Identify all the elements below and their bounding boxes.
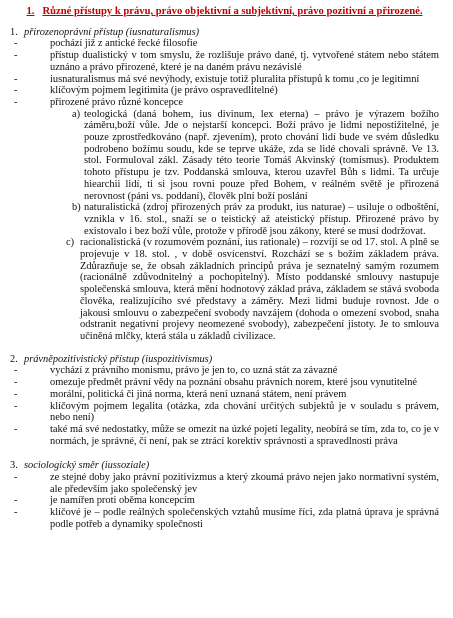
section-number: 3.: [10, 460, 18, 472]
section-legal-positivism: [10, 354, 439, 448]
list-item: - vychází z právního monismu, právo je jen to, co uzná stát za závazné: [14, 365, 439, 377]
bullet-list: [10, 365, 439, 447]
list-item: - klíčové je – podle reálných společenských vztahů musíme říci, zda platná úprava je správná podle potřeb a dynamiky společnosti: [14, 507, 439, 530]
concept-text: racionalistická (v rozumovém poznání, ius rationale) – rozvíjí se od 17. stol. A plně se projevuje v 18. stol. , v době osvícenství. Rozchází se s božím základem práva. Zdůrazňuje se, že obsah základních principů práva je seznatelný samým rozumem (racionálně zdůvodnitelný a pochopitelný). Místo poddanské smlouvy nastupuje společenská smlouva, která mění hodnotový základ práva, základem se stává svoboda člověka, realizujícího své představy a záměry. Mezi lidmi buduje rovnost. Jde o jakousi smlouvu o zabezpečení svobody navzájem (dohoda o omezení svobod, snaha odstranit negativní projevy neomezené svobody), zabezpečení jistoty. Je to smlouva učiněná mlčky, která stála u základů civilizace.: [80, 237, 439, 342]
title-number: 1.: [26, 6, 35, 17]
list-item: - také má své nedostatky, může se omezit na úzké pojetí legality, neobírá se tím, zda to, co je v normách, je správné, či není, pak se ztrácí korektiv správnosti a spravedlnosti práva: [14, 424, 439, 447]
list-item: - iusnaturalismus má své nevýhody, existuje totiž pluralita přístupů k tomu ,co je legitimní: [14, 74, 439, 86]
section-heading-text: sociologický směr (iussoziale): [24, 460, 150, 472]
list-item: - přístup dualistický v tom smyslu, že rozlišuje právo dané, tj. vytvořené státem nebo státem uznáno a právo přirozené, které je na daném právu nezávislé: [14, 50, 439, 73]
list-item: - pochází již z antické řecké filosofie: [14, 38, 439, 50]
bullet-list: [10, 38, 439, 108]
concept-letter: a): [72, 108, 81, 120]
list-item: - morální, politická či jiná norma, která není uznaná státem, není právem: [14, 389, 439, 401]
list-item: - klíčovým pojmem legalita (otázka, zda chování určitých subjektů je v souladu s právem, nebo není): [14, 401, 439, 424]
section-heading-text: přirozenoprávní přístup (iusnaturalismus): [24, 26, 200, 38]
concept-text: teologická (daná bohem, ius divinum, lex eterna) – právo je výrazem božího záměru,boží vůle. Jde o nejstarší koncepci. Boží právo je lidmi nepostižitelné, je pouze zprostředkováno (např. zjevením), proto chování lidí bude ve svém důsledku podrobeno božímu soudu, kde se teprve ukáže, zda se lidé chovali správně. Ve 13. stol. Formuloval zákl. Zásady této teorie Tomáš Akvinský (tomismus). Produktem tohoto přístupu je tzv. Poddanská smlouva, kterou uzavřel Bůh s lidmi. Ta určuje hiearchii lidí, ti si jsou rovni pouze před Bohem, v reálném světě je přirozená nerovnost (páni vs. poddaní), člověk plní boží poslání: [84, 108, 439, 202]
concept-item: [72, 109, 439, 203]
title-text: Různé přístupy k právu, právo objektivní a subjektivní, právo pozitivní a přirozené.: [42, 6, 423, 17]
section-sociological: [10, 460, 439, 530]
list-item: - omezuje předmět právní vědy na poznání obsahu právních norem, které jsou vynutitelné: [14, 377, 439, 389]
concept-item: [66, 237, 439, 342]
concept-letter: c): [66, 237, 75, 249]
section-heading: [10, 27, 439, 39]
concept-letter: b): [72, 202, 81, 214]
list-item: - ze stejné doby jako právní pozitivizmus a který zkoumá právo nejen jako normativní systém, ale především jako společenský jev: [14, 472, 439, 495]
concept-list: [10, 109, 439, 343]
section-number: 2.: [10, 353, 18, 365]
list-item: - přirozené právo různé koncepce: [14, 97, 439, 109]
document-title: [10, 6, 439, 18]
section-natural-law: [10, 27, 439, 343]
section-heading: [10, 460, 439, 472]
list-item: - je namířen proti oběma koncepcím: [14, 495, 439, 507]
section-heading: [10, 354, 439, 366]
section-heading-text: právněpozitivistický přístup (iuspozitivismus): [24, 353, 213, 365]
bullet-list: [10, 472, 439, 531]
concept-text: naturalistická (zdroj přirozených práv za produkt, ius naturae) – usiluje o odboštění, vznikla v 16. stol., snaží se o teistický až ateistický přístup. Přirozené právo by existovalo i bez boží vůle, protože v přírodě jsou zákony, které se musí dodržovat.: [84, 202, 439, 237]
list-item: - klíčovým pojmem legitimita (je právo ospravedlitelné): [14, 85, 439, 97]
concept-item: [72, 202, 439, 237]
section-number: 1.: [10, 26, 18, 38]
